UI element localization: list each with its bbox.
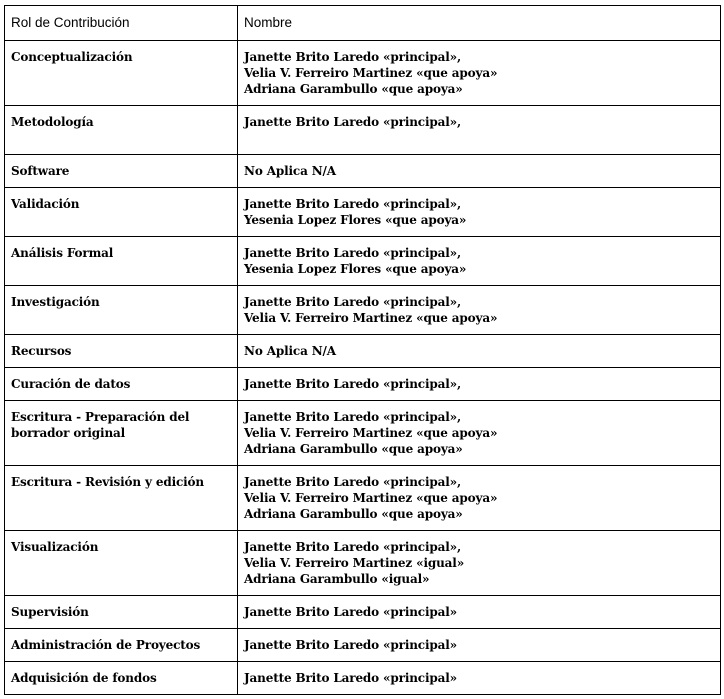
contributor-name: Janette Brito Laredo «principal», [244,295,462,309]
role-label: Escritura - Revisión y edición [11,475,204,489]
names-cell [238,188,721,237]
role-label: Administración de Proyectos [11,638,201,652]
contributor-name: Velia V. Ferreiro Martinez «que apoya» [244,491,498,506]
contributor-name: Janette Brito Laredo «principal», [244,50,462,64]
role-label: Visualización [11,540,99,554]
table-row [5,41,721,106]
names-cell [238,106,721,155]
role-cell [5,368,238,401]
names-cell [238,368,721,401]
role-cell [5,106,238,155]
contributor-name: No Aplica N/A [244,344,336,358]
role-label: Conceptualización [11,50,133,64]
contributor-name: Velia V. Ferreiro Martinez «igual» [244,556,465,571]
names-cell [238,335,721,368]
contributor-name: Adriana Garambullo «que apoya» [244,82,463,97]
contributor-name: Adriana Garambullo «igual» [244,572,430,587]
table-row [5,466,721,531]
role-label: Curación de datos [11,377,131,391]
role-label: Validación [11,197,80,211]
names-cell [238,531,721,596]
role-cell [5,188,238,237]
table-row [5,401,721,466]
contributor-name: Janette Brito Laredo «principal» [244,638,457,652]
contributor-name: Velia V. Ferreiro Martinez «que apoya» [244,66,498,81]
header-name: Nombre [238,6,721,41]
names-cell [238,629,721,662]
role-cell [5,155,238,188]
role-cell [5,531,238,596]
role-label: Supervisión [11,605,89,619]
names-cell [238,662,721,695]
role-cell [5,466,238,531]
table-row [5,662,721,695]
role-cell [5,286,238,335]
role-cell [5,41,238,106]
table-row [5,237,721,286]
contributor-name: Janette Brito Laredo «principal», [244,115,462,129]
contributor-name: No Aplica N/A [244,164,336,178]
table-row [5,596,721,629]
names-cell [238,466,721,531]
contributor-name: Janette Brito Laredo «principal» [244,671,457,685]
names-cell [238,596,721,629]
role-label: Recursos [11,344,72,358]
table-row [5,335,721,368]
table-row [5,286,721,335]
table-row [5,188,721,237]
table-row [5,368,721,401]
names-cell [238,155,721,188]
role-label: Escritura - Preparación del [11,410,190,424]
contributor-name: Yesenia Lopez Flores «que apoya» [244,262,467,277]
table-row [5,629,721,662]
role-label: Adquisición de fondos [11,671,157,685]
role-cell [5,662,238,695]
contributor-name: Janette Brito Laredo «principal», [244,410,462,424]
table-header-row [5,6,721,41]
contributor-name: Janette Brito Laredo «principal», [244,246,462,260]
role-label: Investigación [11,295,100,309]
contributor-name: Janette Brito Laredo «principal», [244,377,462,391]
contributor-name: Janette Brito Laredo «principal», [244,540,462,554]
role-cell [5,596,238,629]
header-role: Rol de Contribución [5,6,238,41]
contributor-name: Velia V. Ferreiro Martinez «que apoya» [244,426,498,441]
table-row [5,155,721,188]
contributor-name: Adriana Garambullo «que apoya» [244,442,463,457]
table-row [5,531,721,596]
contributor-name: Yesenia Lopez Flores «que apoya» [244,213,467,228]
table-row [5,106,721,155]
contributor-name: Janette Brito Laredo «principal» [244,605,457,619]
role-cell [5,335,238,368]
contribution-roles-table [4,5,721,695]
role-label: Software [11,164,70,178]
contributor-name: Velia V. Ferreiro Martinez «que apoya» [244,311,498,326]
contributor-name: Janette Brito Laredo «principal», [244,475,462,489]
contributor-name: Janette Brito Laredo «principal», [244,197,462,211]
role-label: Metodología [11,115,94,129]
role-label: borrador original [11,426,126,441]
names-cell [238,41,721,106]
role-cell [5,629,238,662]
contributor-name: Adriana Garambullo «que apoya» [244,507,463,522]
role-label: Análisis Formal [11,246,114,260]
names-cell [238,237,721,286]
names-cell [238,286,721,335]
role-cell [5,401,238,466]
role-cell [5,237,238,286]
names-cell [238,401,721,466]
